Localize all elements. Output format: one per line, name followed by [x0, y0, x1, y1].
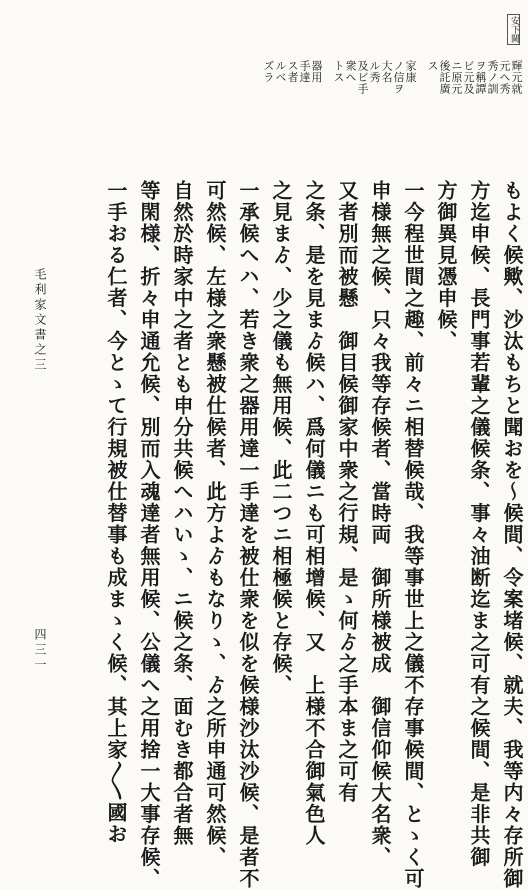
main-line-6: 又者別而被懸 御目候御家中衆之行規、是ゝ何ゟ之手本ま之可有	[335, 180, 359, 804]
note2-4: ル秀	[368, 60, 381, 83]
main-line-5: 申様無之候、只々我等存候者、當時両 御所様被成 御信仰候大名衆、	[368, 180, 392, 868]
note3-3: ス者	[286, 60, 299, 83]
note2-2: ノ信ヲ	[392, 60, 405, 95]
header-note-5: ビ元及	[462, 60, 475, 95]
running-title: 毛利家文書之三	[33, 268, 47, 373]
note3-4: ルベ	[274, 60, 287, 83]
header-note-4: ヲ稱譚	[474, 60, 487, 95]
note3-2: 手達	[298, 60, 311, 83]
inset-note: 安下闕	[507, 14, 520, 45]
note2-6: 衆ヘ	[344, 60, 357, 83]
header-note-1: 輝元就	[510, 60, 523, 95]
page-number: 四三一	[33, 628, 47, 673]
main-line-2: 方迄申候、長門事若輩之儀候条、事々油断迄ま之可有之候間、是非共御	[467, 180, 491, 868]
main-line-12: 等閑様、折々申通允候、別而入魂達者無用候、公儀へ之用捨一大事存候、	[137, 180, 161, 890]
header-note-6: ニ原元	[450, 60, 463, 95]
note3-1: 器用	[310, 60, 323, 83]
main-line-8: 之見まゟ、少之儀も無用候、此二つニ相極候と存候、	[269, 180, 293, 696]
header-note-7: 後託廣	[438, 60, 451, 95]
main-line-13: 一手おる仁者、今とゝて行規被仕替事も成まゝく候、其上家〳〵國お	[104, 180, 128, 845]
main-line-3: 方御異見憑申候、	[434, 180, 458, 352]
note2-1: 家康	[404, 60, 417, 83]
note2-7: トス	[332, 60, 345, 83]
main-line-1: もよく候歟、沙汰もちと聞おを～候間、令案堵候、就夫、我等内々存所御	[500, 180, 524, 890]
header-note-3: 秀ノ訓	[486, 60, 499, 95]
main-line-4: 一今程世間之趣、前々ニ相替候哉、我等事世上之儀不存事候間、とゝく可	[401, 180, 425, 890]
note3-5: ズラ	[262, 60, 275, 83]
header-note-8: ス	[426, 60, 439, 72]
main-line-7: 之条、是を見まゟ候ハ、爲何儀ニも可相增候、又 上様不合御氣色人	[302, 180, 326, 847]
main-line-11: 自然於時家中之者とも申分共候へハいゝ、ニ候之条、面むき都合者無	[170, 180, 194, 847]
note2-3: 大名	[380, 60, 393, 83]
main-line-10: 可然候、左様之衆懸被仕候者、此方よゟもなりゝ、ゟ之所申通可然候、	[203, 180, 227, 868]
main-line-9: 一承候へハ、若き衆之器用達一手達を被仕衆を似を候様沙汰沙候、是者不	[236, 180, 260, 890]
header-note-2: 元ヘ秀	[498, 60, 511, 95]
note2-5: 及ビ手	[356, 60, 369, 95]
